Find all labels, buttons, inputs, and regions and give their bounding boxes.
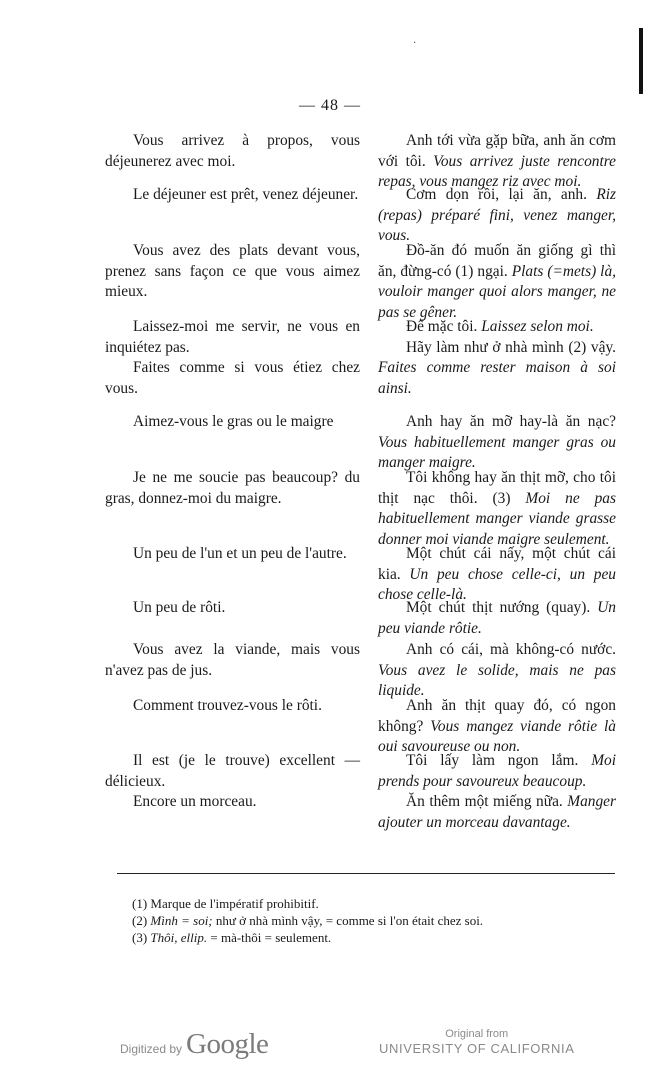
- vietnamese-paragraph: [378, 544, 616, 606]
- literal-gloss: Vous avez le solide, mais ne pas liquide.: [378, 661, 616, 699]
- french-paragraph: Comment trouvez-vous le rôti.: [133, 697, 322, 714]
- french-text: [105, 185, 360, 206]
- literal-gloss: Laissez selon moi.: [481, 318, 594, 335]
- vietnamese-sentence: Anh tới vừa gặp bữa, anh ăn cơm với tôi.: [378, 132, 616, 170]
- french-paragraph: Vous avez des plats devant vous, prenez sans façon ce que vous aimez mieux.: [105, 242, 360, 300]
- footnote-segment: (2): [132, 913, 151, 929]
- vietnamese-text: [378, 241, 616, 323]
- vietnamese-sentence: Một chút cái nấy, một chút cái kia.: [378, 545, 616, 583]
- vietnamese-paragraph: [378, 412, 616, 474]
- vietnamese-sentence: Một chút thịt nướng (quay).: [406, 599, 598, 616]
- french-paragraph: Aimez-vous le gras ou le maigre: [133, 413, 334, 430]
- vietnamese-paragraph: [378, 640, 616, 702]
- literal-gloss: Faites comme rester maison à soi ainsi.: [378, 359, 616, 397]
- french-paragraph: Je ne me soucie pas beaucoup? du gras, donnez-moi du maigre.: [105, 469, 360, 507]
- footnote-segment: như ở nhà mình vậy, = comme si l'on était chez soi.: [212, 913, 484, 929]
- vietnamese-text: [378, 598, 616, 639]
- vietnamese-paragraph: [378, 317, 616, 338]
- french-paragraph: Laissez-moi me servir, ne vous en inquiétez pas.: [105, 318, 360, 356]
- french-text: [105, 696, 360, 717]
- digitized-by-label: Digitized by: [120, 1042, 183, 1056]
- literal-gloss: Un peu viande rôtie.: [378, 599, 616, 637]
- french-text: [105, 412, 360, 433]
- french-text: [105, 751, 360, 813]
- vietnamese-paragraph: [378, 751, 616, 792]
- vietnamese-sentence: Cơm dọn rồi, lại ăn, anh.: [406, 186, 597, 203]
- footnote-divider: [117, 873, 615, 874]
- vietnamese-paragraph: [378, 598, 616, 639]
- vietnamese-sentence: Ăn thêm một miếng nữa.: [406, 793, 568, 810]
- google-logo: Google: [186, 1028, 269, 1060]
- french-text: [105, 544, 360, 565]
- french-text: [105, 241, 360, 303]
- french-text: [105, 640, 360, 681]
- vietnamese-sentence: Để mặc tôi.: [406, 318, 482, 335]
- french-paragraph: Il est (je le trouve) excellent — délicieux.: [105, 752, 360, 790]
- vietnamese-paragraph: [378, 468, 616, 550]
- vietnamese-sentence: Đồ-ăn đó muốn ăn giống gì thì ăn, đừng-có (1) ngại.: [378, 242, 616, 280]
- vietnamese-sentence: Tôi lấy làm ngon lắm.: [406, 752, 592, 769]
- vietnamese-text: [378, 317, 616, 399]
- original-from-label: Original from: [445, 1028, 509, 1040]
- french-paragraph: Vous avez la viande, mais vous n'avez pas de jus.: [105, 641, 360, 679]
- footnote-segment: Thôi, ellip.: [150, 930, 208, 946]
- vietnamese-text: [378, 544, 616, 606]
- footnote-segment: = mà-thôi = seulement.: [207, 930, 332, 946]
- vietnamese-text: [378, 640, 616, 702]
- literal-gloss: Vous arrivez juste rencontre repas, vous mangez riz avec moi.: [378, 152, 616, 190]
- literal-gloss: Manger ajouter un morceau davantage.: [378, 793, 616, 831]
- literal-gloss: Un peu chose celle-ci, un peu chose celle-là.: [378, 565, 616, 603]
- footnote: [132, 929, 592, 946]
- vietnamese-paragraph: [378, 185, 616, 247]
- footnote: [132, 895, 592, 912]
- literal-gloss: Riz (repas) préparé fini, venez manger, vous.: [378, 186, 616, 244]
- vietnamese-paragraph: [378, 338, 616, 400]
- vietnamese-text: [378, 412, 616, 474]
- french-paragraph: Vous arrivez à propos, vous déjeunerez avec moi.: [105, 132, 360, 170]
- vietnamese-paragraph: [378, 241, 616, 323]
- digitized-by-google: [120, 1028, 268, 1061]
- french-paragraph: Le déjeuner est prêt, venez déjeuner.: [133, 186, 359, 203]
- literal-gloss: Moi prends pour savoureux beaucoup.: [378, 752, 616, 790]
- literal-gloss: Vous mangez viande rôtie là oui savoureuse ou non.: [378, 717, 616, 755]
- french-text: [105, 468, 360, 509]
- french-text: [105, 131, 360, 172]
- footnote-segment: (3): [132, 930, 151, 946]
- vietnamese-text: [378, 696, 616, 758]
- french-text: [105, 598, 360, 619]
- vietnamese-sentence: Anh hay ăn mỡ hay-là ăn nạc?: [406, 413, 616, 430]
- vietnamese-sentence: Anh có cái, mà không-có nước.: [406, 641, 616, 658]
- literal-gloss: Plats (=mets) là, vouloir manger quoi alors manger, ne pas se gêner.: [378, 262, 617, 321]
- speck-mark: ·: [413, 38, 417, 49]
- vietnamese-sentence: Hãy làm như ở nhà mình (2) vậy.: [406, 338, 616, 356]
- literal-gloss: Vous habituellement manger gras ou manger maigre.: [378, 433, 616, 471]
- footnote: [132, 912, 592, 929]
- footnote-segment: Mình = soi;: [150, 913, 213, 929]
- vietnamese-text: [378, 131, 616, 193]
- french-paragraph: Faites comme si vous étiez chez vous.: [105, 359, 360, 397]
- vietnamese-sentence: Anh ăn thịt quay đó, có ngon không?: [378, 697, 616, 735]
- footnotes: [132, 895, 592, 947]
- original-from-block: [379, 1028, 574, 1057]
- page-number: — 48 —: [299, 97, 361, 114]
- french-paragraph: Encore un morceau.: [133, 793, 257, 810]
- footnote-segment: (1) Marque de l'impératif prohibitif.: [132, 896, 319, 911]
- french-paragraph: Un peu de rôti.: [133, 599, 226, 616]
- french-text: [105, 317, 360, 399]
- literal-gloss: Moi ne pas habituellement manger viande grasse donner moi viande maigre seulement.: [378, 489, 616, 548]
- french-paragraph: Un peu de l'un et un peu de l'autre.: [133, 545, 347, 562]
- university-label: UNIVERSITY OF CALIFORNIA: [379, 1041, 575, 1056]
- vietnamese-text: [378, 468, 616, 550]
- vietnamese-sentence: Tôi không hay ăn thịt mỡ, cho tôi thịt nạc thôi. (3): [378, 469, 616, 507]
- vietnamese-paragraph: [378, 696, 616, 758]
- vietnamese-paragraph: [378, 792, 616, 833]
- page-edge-mark: [639, 28, 643, 94]
- vietnamese-paragraph: [378, 131, 616, 193]
- vietnamese-text: [378, 751, 616, 833]
- vietnamese-text: [378, 185, 616, 247]
